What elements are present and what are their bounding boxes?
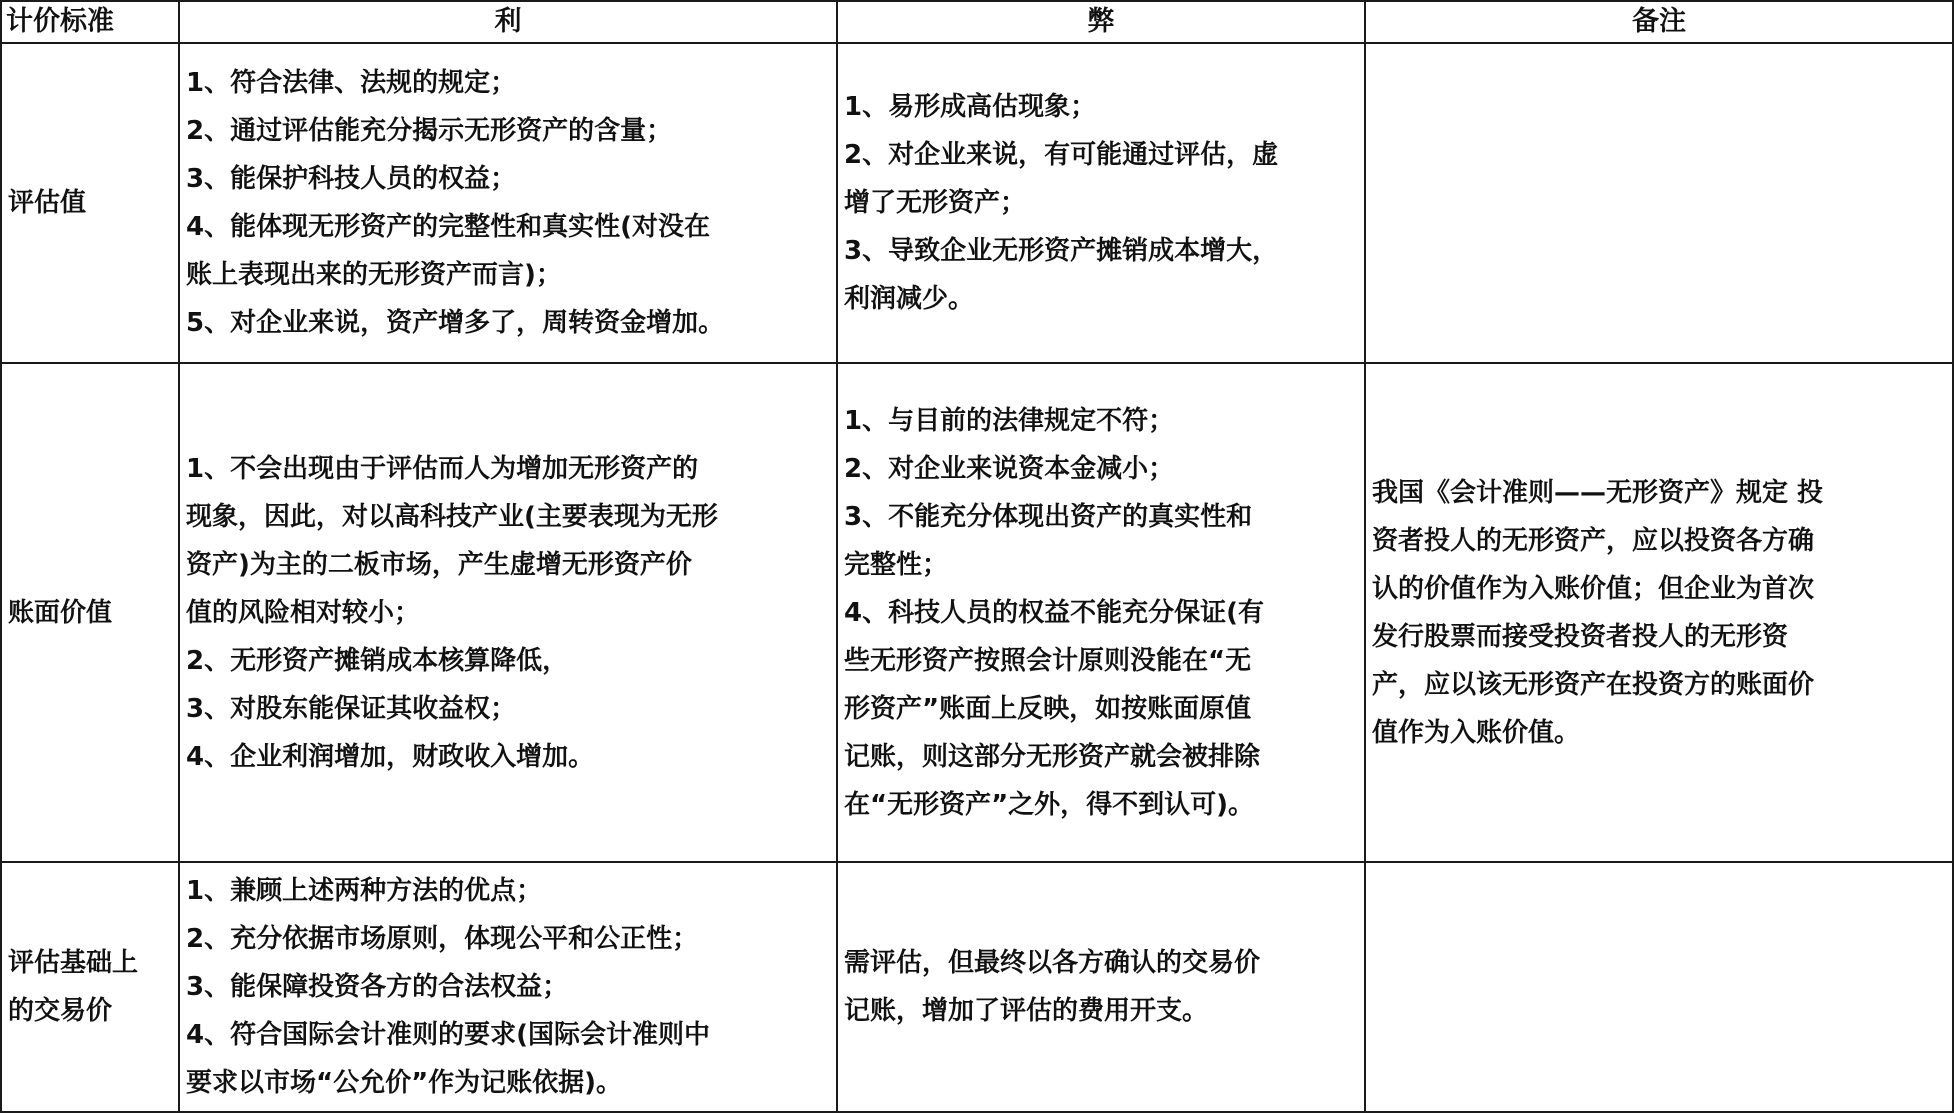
pro-item: 1、兼顾上述两种方法的优点； [186, 876, 543, 906]
standard-label: 评估值 [8, 188, 87, 218]
con-item: 记账，增加了评估的费用开支。 [844, 996, 1209, 1026]
con-item: 3、不能充分体现出资产的真实性和 [844, 501, 1253, 532]
table-row [1, 363, 1953, 862]
con-cell [837, 363, 1365, 862]
pro-item: 要求以市场“公允价”作为记账依据)。 [186, 1068, 623, 1098]
pro-cell [179, 363, 837, 862]
standard-label-line: 的交易价 [8, 996, 113, 1026]
header-note: 备注 [1365, 1, 1953, 43]
header-con: 弊 [837, 1, 1365, 43]
pro-cell [179, 862, 837, 1112]
standard-cell [1, 862, 179, 1112]
standard-label: 账面价值 [8, 597, 113, 628]
note-line: 产，应以该无形资产在投资方的账面价 [1372, 669, 1815, 700]
pro-item: 3、对股东能保证其收益权； [186, 693, 517, 724]
con-cell [837, 862, 1365, 1112]
pro-item: 4、企业利润增加，财政收入增加。 [186, 741, 595, 772]
pro-item: 值的风险相对较小； [186, 597, 421, 628]
table-header-row [1, 1, 1953, 43]
con-item: 增了无形资产； [844, 188, 1027, 218]
header-standard: 计价标准 [1, 1, 179, 43]
note-cell [1365, 43, 1953, 363]
con-item: 利润减少。 [844, 284, 975, 314]
con-item: 在“无形资产”之外，得不到认可)。 [844, 789, 1255, 820]
con-item: 2、对企业来说，有可能通过评估，虚 [844, 140, 1279, 170]
con-item: 1、与目前的法律规定不符； [844, 405, 1175, 436]
con-item: 2、对企业来说资本金减小； [844, 453, 1175, 484]
table-row [1, 43, 1953, 363]
note-line: 资者投人的无形资产，应以投资各方确 [1372, 525, 1815, 556]
note-line: 值作为入账价值。 [1372, 717, 1581, 748]
pro-item: 4、能体现无形资产的完整性和真实性(对没在 [186, 212, 710, 242]
pro-item: 1、不会出现由于评估而人为增加无形资产的 [186, 453, 699, 484]
con-item: 需评估，但最终以各方确认的交易价 [844, 948, 1261, 978]
standard-cell [1, 43, 179, 363]
pro-item: 5、对企业来说，资产增多了，周转资金增加。 [186, 308, 725, 338]
standard-label-line: 评估基础上 [8, 948, 139, 978]
note-line: 我国《会计准则——无形资产》规定 投 [1372, 477, 1824, 508]
con-item: 形资产”账面上反映，如按账面原值 [844, 693, 1252, 724]
note-line: 认的价值作为入账价值；但企业为首次 [1372, 573, 1815, 604]
pro-item: 2、充分依据市场原则，体现公平和公正性； [186, 924, 699, 954]
pro-item: 2、通过评估能充分揭示无形资产的含量； [186, 116, 673, 146]
con-item: 些无形资产按照会计原则没能在“无 [844, 645, 1252, 676]
pro-item: 2、无形资产摊销成本核算降低， [186, 645, 569, 676]
con-item: 记账，则这部分无形资产就会被排除 [844, 741, 1261, 772]
note-cell [1365, 363, 1953, 862]
pro-item: 3、能保障投资各方的合法权益； [186, 972, 569, 1002]
con-item: 完整性； [844, 549, 949, 580]
con-cell [837, 43, 1365, 363]
pro-item: 现象，因此，对以高科技产业(主要表现为无形 [186, 501, 718, 532]
con-item: 1、易形成高估现象； [844, 92, 1097, 122]
con-item: 3、导致企业无形资产摊销成本增大， [844, 236, 1279, 266]
pro-item: 4、符合国际会计准则的要求(国际会计准则中 [186, 1020, 710, 1050]
table-row [1, 862, 1953, 1112]
pro-cell [179, 43, 837, 363]
standard-cell [1, 363, 179, 862]
note-cell [1365, 862, 1953, 1112]
pro-item: 账上表现出来的无形资产而言)； [186, 260, 562, 290]
pro-item: 3、能保护科技人员的权益； [186, 164, 517, 194]
pro-item: 1、符合法律、法规的规定； [186, 68, 517, 98]
con-item: 4、科技人员的权益不能充分保证(有 [844, 597, 1264, 628]
pro-item: 资产)为主的二板市场，产生虚增无形资产价 [186, 549, 692, 580]
note-line: 发行股票而接受投资者投人的无形资 [1372, 621, 1789, 652]
header-pro: 利 [179, 1, 837, 43]
